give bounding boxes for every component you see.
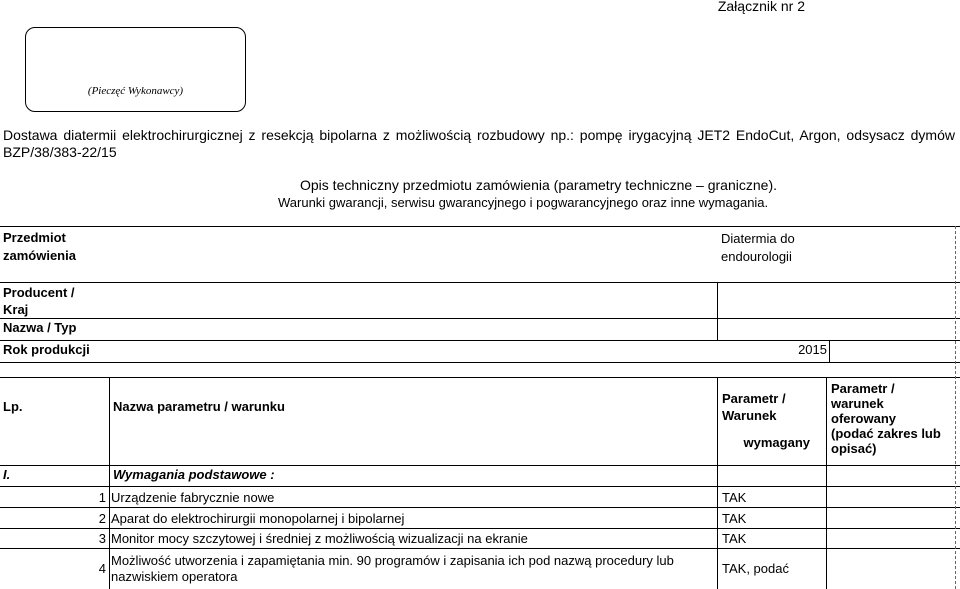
row-number: 2 xyxy=(98,511,106,526)
page-edge-marker xyxy=(955,226,956,589)
info-top-border xyxy=(0,226,960,227)
row-parameter-name-line: nazwiskiem operatora xyxy=(111,569,238,584)
row-number: 1 xyxy=(98,490,106,505)
row-parameter-name: Aparat do elektrochirurgii monopolarnej i bipolarnej xyxy=(111,511,405,526)
annex-number: Załącznik nr 2 xyxy=(717,0,805,14)
row-parameter-name: Urządzenie fabrycznie nowe xyxy=(111,490,275,505)
description-line-2: Warunki gwarancji, serwisu gwarancyjnego i pogwarancyjnego oraz inne wymagania. xyxy=(278,195,769,210)
production-year-label: Rok produkcji xyxy=(3,342,90,357)
info-divider xyxy=(0,282,960,283)
row-number: 3 xyxy=(98,531,106,546)
subject-label-line: Przedmiot xyxy=(3,230,66,245)
subject-value xyxy=(721,230,795,266)
header-offered-line: Parametr / xyxy=(831,381,895,396)
column-divider xyxy=(109,377,110,589)
header-lp: Lp. xyxy=(3,399,23,414)
info-bottom-border xyxy=(0,362,960,363)
contractor-stamp-box xyxy=(25,27,246,112)
section-number: I. xyxy=(3,467,11,482)
producer-label xyxy=(3,284,75,318)
stamp-label: (Pieczęć Wykonawcy) xyxy=(87,85,184,97)
production-year-value: 2015 xyxy=(798,342,827,357)
producer-label-line: Kraj xyxy=(3,302,29,317)
info-column-divider xyxy=(829,340,830,362)
row-required-value: TAK, podać xyxy=(722,561,789,576)
row-divider xyxy=(0,507,960,508)
header-required-line: Warunek xyxy=(722,408,777,423)
info-column-divider xyxy=(717,282,718,340)
subject-label-line: zamówienia xyxy=(3,248,76,263)
table-top-border xyxy=(0,377,960,378)
header-offered-line: oferowany xyxy=(831,411,897,426)
row-required-value: TAK xyxy=(722,490,747,505)
row-required-value: TAK xyxy=(722,511,747,526)
name-type-label: Nazwa / Typ xyxy=(3,320,77,335)
header-offered-value xyxy=(831,381,959,456)
section-title: Wymagania podstawowe : xyxy=(113,467,275,482)
column-divider xyxy=(826,377,827,589)
subject-label xyxy=(3,229,76,265)
row-divider xyxy=(0,486,960,487)
row-divider xyxy=(0,528,960,529)
info-divider xyxy=(0,318,960,319)
row-parameter-name xyxy=(111,553,674,585)
row-parameter-name-line: Możliwość utworzenia i zapamiętania min. 90 programów i zapisania ich pod nazwą procedury lub xyxy=(111,553,674,568)
row-divider xyxy=(0,548,960,549)
info-divider xyxy=(0,340,960,341)
row-required-value: TAK xyxy=(722,531,747,546)
producer-label-line: Producent / xyxy=(3,285,75,300)
header-parameter-name: Nazwa parametru / warunku xyxy=(113,399,285,414)
header-offered-line: (podać zakres lub xyxy=(831,426,941,441)
procurement-title: Dostawa diatermii elektrochirurgicznej z resekcją bipolarna z możliwością rozbudowy np.: pompę irygacyjną JET2 EndoCut, Argon, odsysacz dymów xyxy=(3,127,955,143)
subject-value-line: Diatermia do xyxy=(721,231,795,246)
header-offered-line: opisać) xyxy=(831,441,877,456)
table-header-border xyxy=(0,465,960,466)
header-offered-line: warunek xyxy=(831,396,884,411)
description-line-1: Opis techniczny przedmiotu zamówienia (parametry techniczne – graniczne). xyxy=(300,177,777,193)
subject-value-line: endourologii xyxy=(721,249,792,264)
procurement-reference: BZP/38/383-22/15 xyxy=(3,144,117,160)
row-number: 4 xyxy=(98,561,106,576)
column-divider xyxy=(717,377,718,589)
header-required-line: wymagany xyxy=(743,435,810,450)
row-parameter-name: Monitor mocy szczytowej i średniej z możliwością wizualizacji na ekranie xyxy=(111,531,528,546)
header-required-value xyxy=(722,390,822,451)
header-required-line: Parametr / xyxy=(722,391,786,406)
